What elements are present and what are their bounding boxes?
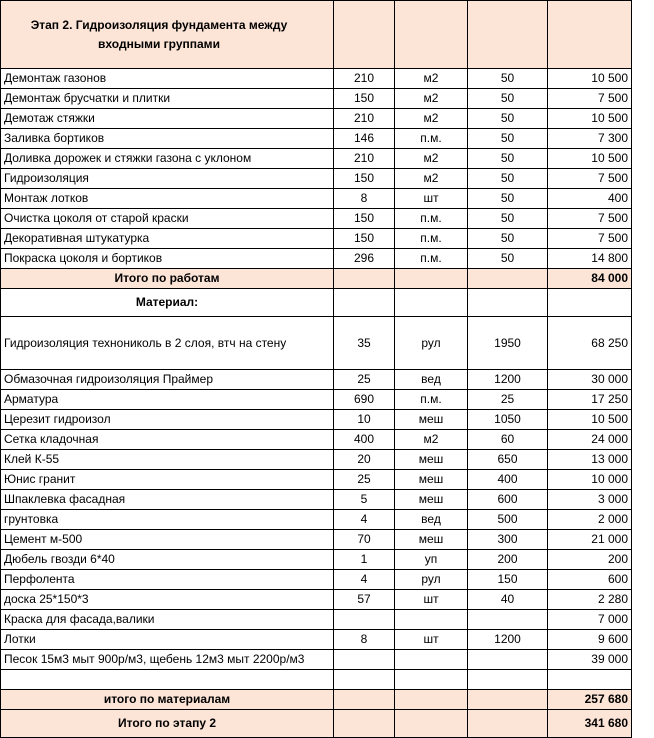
stage-title: Этап 2. Гидроизоляция фундамента между входными группами [1,1,334,69]
empty-cell [334,670,395,690]
item-sum-cell: 7 500 [548,209,632,229]
empty-cell [334,1,395,69]
table-row [1,109,632,129]
item-price-cell: 50 [468,169,548,189]
item-sum-cell: 7 000 [548,610,632,630]
item-name-cell: Лотки [1,630,334,650]
item-name-cell: Демонтаж брусчатки и плитки [1,89,334,109]
item-qty-cell: 8 [334,189,395,209]
item-name-cell: Краска для фасада,валики [1,610,334,630]
item-unit-cell [395,650,468,670]
item-name-cell: Покраска цоколя и бортиков [1,249,334,269]
item-sum-cell: 200 [548,550,632,570]
item-qty-cell: 10 [334,410,395,430]
table-row [1,550,632,570]
item-sum-cell: 10 500 [548,410,632,430]
table-row [1,229,632,249]
empty-cell [548,289,632,317]
empty-cell [468,269,548,289]
empty-cell [334,269,395,289]
item-name-cell: Перфолента [1,570,334,590]
empty-cell [395,1,468,69]
item-price-cell: 1050 [468,410,548,430]
item-name-cell: Гидроизоляция технониколь в 2 слоя, втч на стену [1,317,334,370]
item-sum-cell: 24 000 [548,430,632,450]
item-name-cell: Обмазочная гидроизоляция Праймер [1,370,334,390]
item-price-cell: 50 [468,109,548,129]
item-qty-cell: 400 [334,430,395,450]
item-qty-cell: 35 [334,317,395,370]
item-price-cell: 50 [468,129,548,149]
table-row [1,490,632,510]
works-total-row-sum: 84 000 [548,269,632,289]
item-unit-cell: рул [395,570,468,590]
materials-header-row [1,289,632,317]
item-qty-cell: 4 [334,510,395,530]
item-sum-cell: 9 600 [548,630,632,650]
item-name-cell: Церезит гидроизол [1,410,334,430]
item-sum-cell: 17 250 [548,390,632,410]
item-unit-cell: м2 [395,149,468,169]
item-qty-cell: 296 [334,249,395,269]
empty-cell [395,289,468,317]
item-unit-cell: меш [395,470,468,490]
table-row [1,430,632,450]
item-price-cell: 50 [468,229,548,249]
item-sum-cell: 39 000 [548,650,632,670]
table-row [1,69,632,89]
item-qty-cell: 57 [334,590,395,610]
item-unit-cell: вед [395,510,468,530]
table-row [1,317,632,370]
item-price-cell: 400 [468,470,548,490]
table-row [1,530,632,550]
item-qty-cell [334,610,395,630]
table-row [1,450,632,470]
item-name-cell: Монтаж лотков [1,189,334,209]
item-sum-cell: 10 500 [548,149,632,169]
item-qty-cell: 210 [334,149,395,169]
empty-cell [468,289,548,317]
empty-cell [334,289,395,317]
empty-cell [468,690,548,710]
item-qty-cell: 4 [334,570,395,590]
table-row [1,209,632,229]
empty-cell [395,269,468,289]
item-name-cell: Сетка кладочная [1,430,334,450]
item-unit-cell: меш [395,450,468,470]
empty-cell [395,690,468,710]
materials-total-row-sum: 257 680 [548,690,632,710]
item-name-cell: Демонтаж газонов [1,69,334,89]
table-row [1,89,632,109]
item-price-cell: 60 [468,430,548,450]
item-unit-cell: шт [395,630,468,650]
item-name-cell: Демотаж стяжки [1,109,334,129]
empty-cell [334,710,395,738]
item-qty-cell: 25 [334,370,395,390]
item-qty-cell: 5 [334,490,395,510]
item-price-cell: 1950 [468,317,548,370]
item-sum-cell: 13 000 [548,450,632,470]
item-unit-cell: м2 [395,89,468,109]
item-name-cell: доска 25*150*3 [1,590,334,610]
item-name-cell: Очистка цоколя от старой краски [1,209,334,229]
item-name-cell: Песок 15м3 мыт 900р/м3, щебень 12м3 мыт 2200р/м3 [1,650,334,670]
item-unit-cell: п.м. [395,390,468,410]
table-row [1,650,632,670]
works-total-row [1,269,632,289]
item-unit-cell: уп [395,550,468,570]
item-sum-cell: 10 500 [548,69,632,89]
item-name-cell: Доливка дорожек и стяжки газона с уклоном [1,149,334,169]
item-unit-cell [395,610,468,630]
item-price-cell: 650 [468,450,548,470]
item-qty-cell [334,650,395,670]
item-sum-cell: 21 000 [548,530,632,550]
item-unit-cell: п.м. [395,129,468,149]
item-unit-cell: меш [395,490,468,510]
item-price-cell [468,650,548,670]
stage-title-row [1,1,632,69]
item-sum-cell: 10 500 [548,109,632,129]
grand-total-row-sum: 341 680 [548,710,632,738]
works-total-row-label: Итого по работам [1,269,334,289]
item-price-cell: 200 [468,550,548,570]
item-sum-cell: 7 300 [548,129,632,149]
table-row [1,410,632,430]
item-name-cell: Декоративная штукатурка [1,229,334,249]
materials-total-row-label: итого по материалам [1,690,334,710]
grand-total-row [1,710,632,738]
item-sum-cell: 2 000 [548,510,632,530]
item-price-cell: 50 [468,69,548,89]
table-row [1,510,632,530]
item-sum-cell: 7 500 [548,229,632,249]
item-price-cell: 50 [468,249,548,269]
item-name-cell: Заливка бортиков [1,129,334,149]
item-sum-cell: 400 [548,189,632,209]
item-unit-cell: п.м. [395,229,468,249]
item-unit-cell: вед [395,370,468,390]
item-price-cell: 300 [468,530,548,550]
table-row [1,590,632,610]
item-sum-cell: 3 000 [548,490,632,510]
item-sum-cell: 600 [548,570,632,590]
table-row [1,189,632,209]
table-row [1,390,632,410]
item-qty-cell: 210 [334,109,395,129]
item-qty-cell: 70 [334,530,395,550]
item-name-cell: Гидроизоляция [1,169,334,189]
item-sum-cell: 7 500 [548,89,632,109]
item-price-cell: 150 [468,570,548,590]
item-qty-cell: 210 [334,69,395,89]
item-sum-cell: 30 000 [548,370,632,390]
item-unit-cell: м2 [395,430,468,450]
table-row [1,370,632,390]
item-unit-cell: меш [395,530,468,550]
item-qty-cell: 146 [334,129,395,149]
empty-cell [548,670,632,690]
item-name-cell: Цемент м-500 [1,530,334,550]
item-price-cell: 25 [468,390,548,410]
table-row [1,149,632,169]
empty-cell [548,1,632,69]
item-price-cell: 50 [468,209,548,229]
item-sum-cell: 14 800 [548,249,632,269]
item-unit-cell: рул [395,317,468,370]
empty-cell [468,670,548,690]
item-unit-cell: м2 [395,69,468,89]
item-price-cell: 1200 [468,630,548,650]
item-name-cell: грунтовка [1,510,334,530]
table-row [1,570,632,590]
item-price-cell: 50 [468,89,548,109]
item-qty-cell: 25 [334,470,395,490]
item-sum-cell: 68 250 [548,317,632,370]
table-row [1,129,632,149]
item-price-cell: 50 [468,189,548,209]
item-unit-cell: м2 [395,169,468,189]
item-qty-cell: 690 [334,390,395,410]
item-qty-cell: 20 [334,450,395,470]
item-qty-cell: 150 [334,89,395,109]
item-sum-cell: 10 000 [548,470,632,490]
item-qty-cell: 150 [334,209,395,229]
empty-cell [468,710,548,738]
empty-cell [395,670,468,690]
table-row [1,630,632,650]
item-unit-cell: п.м. [395,249,468,269]
item-name-cell: Арматура [1,390,334,410]
materials-total-row [1,690,632,710]
item-name-cell: Клей К-55 [1,450,334,470]
empty-cell [468,1,548,69]
item-name-cell: Дюбель гвозди 6*40 [1,550,334,570]
table-row [1,470,632,490]
item-qty-cell: 1 [334,550,395,570]
estimate-table-body [1,1,632,738]
item-unit-cell: м2 [395,109,468,129]
grand-total-row-label: Итого по этапу 2 [1,710,334,738]
empty-cell [334,690,395,710]
item-name-cell: Юнис гранит [1,470,334,490]
empty-cell [1,670,334,690]
item-unit-cell: шт [395,590,468,610]
item-price-cell [468,610,548,630]
empty-row [1,670,632,690]
item-unit-cell: п.м. [395,209,468,229]
table-row [1,169,632,189]
empty-cell [395,710,468,738]
item-sum-cell: 2 280 [548,590,632,610]
item-name-cell: Шпаклевка фасадная [1,490,334,510]
item-price-cell: 40 [468,590,548,610]
table-row [1,249,632,269]
item-price-cell: 600 [468,490,548,510]
item-qty-cell: 150 [334,169,395,189]
item-qty-cell: 150 [334,229,395,249]
materials-header: Материал: [1,289,334,317]
item-unit-cell: меш [395,410,468,430]
item-unit-cell: шт [395,189,468,209]
item-qty-cell: 8 [334,630,395,650]
item-price-cell: 500 [468,510,548,530]
item-sum-cell: 7 500 [548,169,632,189]
item-price-cell: 50 [468,149,548,169]
table-row [1,610,632,630]
item-price-cell: 1200 [468,370,548,390]
